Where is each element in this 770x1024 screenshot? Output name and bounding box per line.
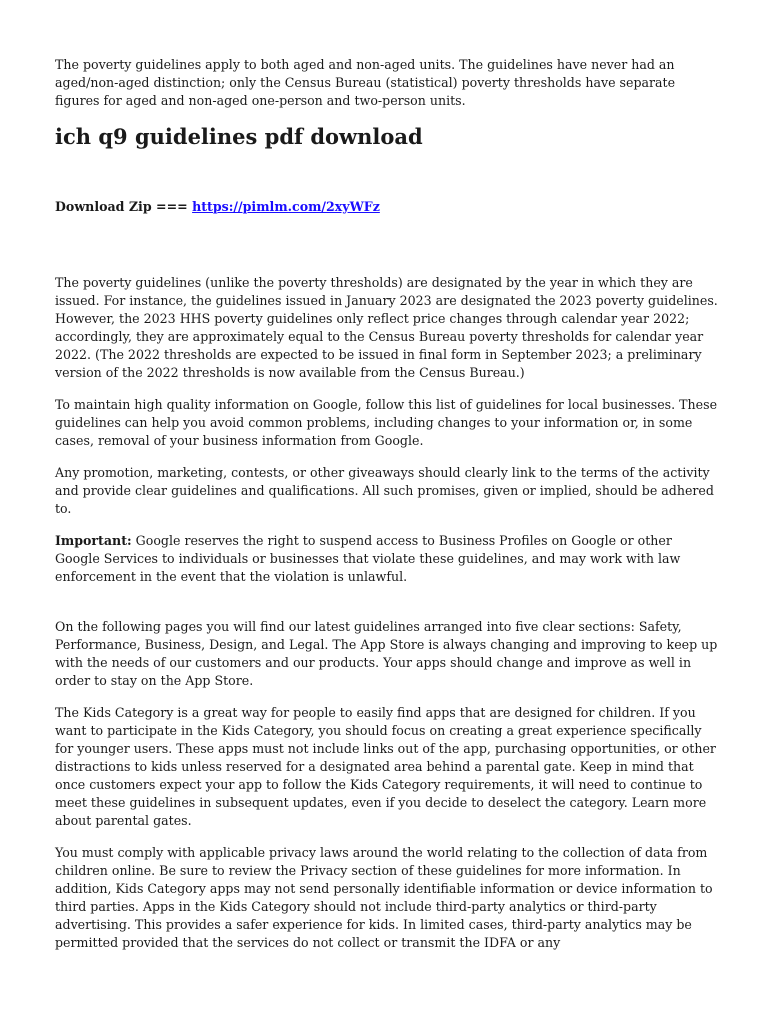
important-paragraph — [55, 532, 720, 586]
body-paragraph: You must comply with applicable privacy laws around the world relating to the collection of data from children online. Be sure to review the Privacy section of these guidelines for more information. In addition, Kids Category apps may not send personally identifiable information or device information to third parties. Apps in the Kids Category should not include third-party analytics or third-party advertising. This provides a safer experience for kids. In limited cases, third-party analytics may be permitted provided that the services do not collect or transmit the IDFA or any — [55, 845, 713, 950]
download-link[interactable]: https://pimlm.com/2xyWFz — [192, 199, 380, 214]
download-label: Download Zip === — [55, 199, 188, 214]
body-paragraph: The Kids Category is a great way for people to easily find apps that are designed for children. If you want to participate in the Kids Category, you should focus on creating a great experience specifically for younger users. These apps must not include links out of the app, purchasing opportunities, or other distractions to kids unless reserved for a designated area behind a parental gate. Keep in mind that once customers expect your app to follow the Kids Category requirements, it will need to continue to meet these guidelines in subsequent updates, even if you decide to deselect the category. Learn more about parental gates. — [55, 705, 716, 828]
important-label: Important: — [55, 533, 132, 548]
body-paragraph: To maintain high quality information on Google, follow this list of guidelines for local businesses. These guidelines can help you avoid common problems, including changes to your information or, in some cases, removal of your business information from Google. — [55, 397, 718, 448]
body-paragraph: The poverty guidelines (unlike the poverty thresholds) are designated by the year in which they are issued. For instance, the guidelines issued in January 2023 are designated the 2023 poverty guidelines. However, the 2023 HHS poverty guidelines only reflect price changes through calendar year 2022; accordingly, they are approximately equal to the Census Bureau poverty thresholds for calendar year 2022. (The 2022 thresholds are expected to be issued in final form in September 2023; a preliminary version of the 2022 thresholds is now available from the Census Bureau.) — [55, 275, 718, 380]
page-title: ich q9 guidelines pdf download — [55, 124, 423, 149]
body-paragraph: Any promotion, marketing, contests, or other giveaways should clearly link to the terms of the activity and provide clear guidelines and qualifications. All such promises, given or implied, should be adhered to. — [55, 465, 714, 516]
important-text: Google reserves the right to suspend access to Business Profiles on Google or other Google Services to individuals or businesses that violate these guidelines, and may work with law enforcement in the event that the violation is unlawful. — [55, 533, 681, 584]
document — [55, 56, 720, 966]
download-line — [55, 198, 720, 216]
intro-paragraph: The poverty guidelines apply to both aged and non-aged units. The guidelines have never had an aged/non-aged distinction; only the Census Bureau (statistical) poverty thresholds have separate figures for aged and non-aged one-person and two-person units. — [55, 57, 676, 108]
body-paragraph: On the following pages you will find our latest guidelines arranged into five clear sections: Safety, Performance, Business, Design, and Legal. The App Store is always changing and improving to keep up with the needs of our customers and our products. Your apps should change and improve as well in order to stay on the App Store. — [55, 619, 718, 688]
